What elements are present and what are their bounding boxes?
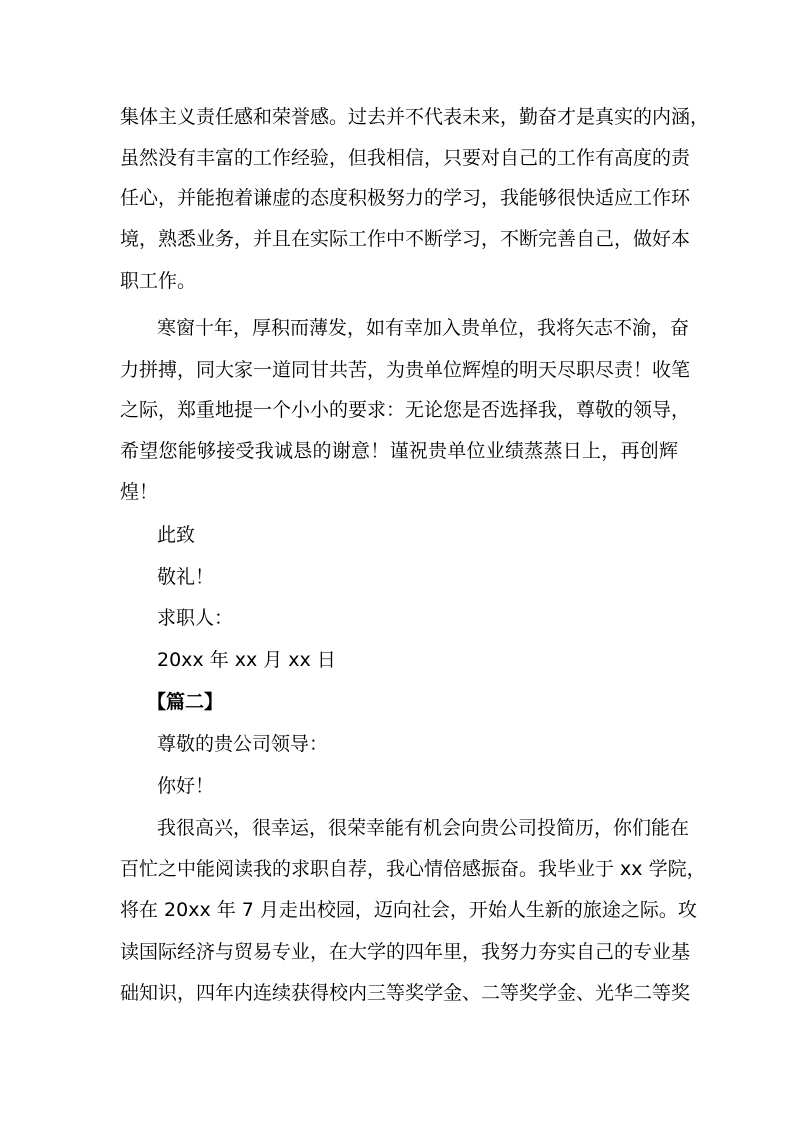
paragraph-2-line-5: 煌！ [120,481,159,503]
paragraph-1-line-3: 任心，并能抱着谦虚的态度积极努力的学习，我能够很快适应工作环 [120,187,691,209]
paragraph-2-line-1: 寒窗十年，厚积而薄发，如有幸加入贵单位，我将矢志不渝，奋 [157,317,690,339]
paragraph-2-line-3: 之际，郑重地提一个小小的要求：无论您是否选择我，尊敬的领导， [120,399,691,421]
paragraph-1-line-1: 集体主义责任感和荣誉感。过去并不代表未来，勤奋才是真实的内涵， [120,106,710,128]
paragraph-2-line-4: 希望您能够接受我诚恳的谢意！谨祝贵单位业绩蒸蒸日上，再创辉 [120,440,678,462]
paragraph-1-line-4: 境，熟悉业务，并且在实际工作中不断学习，不断完善自己，做好本 [120,228,691,250]
applicant-label: 求职人： [157,607,234,629]
paragraph-3-line-3: 将在 20xx 年 7 月走出校园，迈向社会，开始人生新的旅途之际。攻 [120,899,697,921]
paragraph-3-line-2: 百忙之中能阅读我的求职自荐，我心情倍感振奋。我毕业于 xx 学院， [120,858,706,880]
paragraph-2-line-2: 力拼搏，同大家一道同甘共苦，为贵单位辉煌的明天尽职尽责！收笔 [120,359,691,381]
paragraph-3-line-5: 础知识，四年内连续获得校内三等奖学金、二等奖学金、光华二等奖 [120,982,691,1004]
date-line: 20xx 年 xx 月 xx 日 [157,649,336,671]
paragraph-1-line-2: 虽然没有丰富的工作经验，但我相信，只要对自己的工作有高度的责 [120,147,691,169]
salutation: 尊敬的贵公司领导： [157,733,329,755]
greeting: 你好！ [157,775,215,797]
closing-cizhi: 此致 [157,524,196,546]
paragraph-3-line-4: 读国际经济与贸易专业，在大学的四年里，我努力夯实自己的专业基 [120,941,691,963]
section-title: 【篇二】 [147,691,224,713]
paragraph-3-line-1: 我很高兴，很幸运，很荣幸能有机会向贵公司投简历，你们能在 [157,817,690,839]
paragraph-1-line-5: 职工作。 [120,270,197,292]
closing-jingli: 敬礼！ [157,566,215,588]
